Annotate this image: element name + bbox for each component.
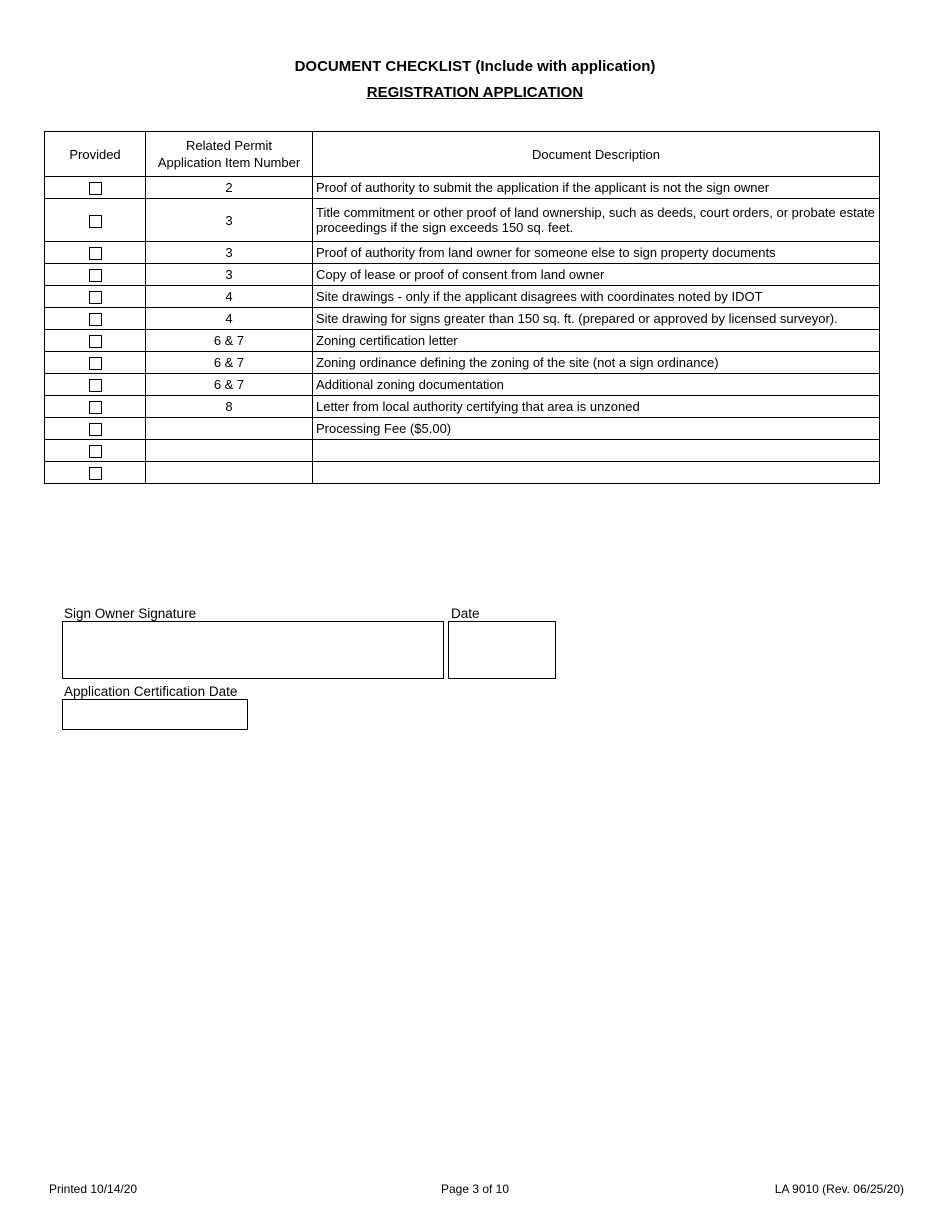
document-description: Site drawings - only if the applicant disagrees with coordinates noted by IDOT bbox=[313, 286, 880, 308]
table-row bbox=[45, 396, 880, 418]
document-description: Copy of lease or proof of consent from land owner bbox=[313, 264, 880, 286]
table-header-row bbox=[45, 132, 880, 177]
document-description: Additional zoning documentation bbox=[313, 374, 880, 396]
column-header-provided: Provided bbox=[45, 132, 146, 177]
table-row bbox=[45, 374, 880, 396]
item-number[interactable] bbox=[146, 462, 313, 484]
column-header-item-number-line2: Application Item Number bbox=[157, 155, 301, 170]
provided-checkbox[interactable] bbox=[89, 247, 102, 260]
column-header-description: Document Description bbox=[313, 132, 880, 177]
table-row bbox=[45, 199, 880, 242]
provided-checkbox[interactable] bbox=[89, 335, 102, 348]
form-id: LA 9010 (Rev. 06/25/20) bbox=[774, 1182, 904, 1196]
item-number bbox=[146, 418, 313, 440]
provided-checkbox[interactable] bbox=[89, 291, 102, 304]
item-number: 3 bbox=[146, 242, 313, 264]
document-checklist-table bbox=[44, 131, 880, 484]
table-row bbox=[45, 440, 880, 462]
table-row bbox=[45, 308, 880, 330]
document-description: Processing Fee ($5.00) bbox=[313, 418, 880, 440]
item-number: 2 bbox=[146, 177, 313, 199]
table-row bbox=[45, 352, 880, 374]
column-header-item-number bbox=[146, 132, 313, 177]
document-description: Zoning certification letter bbox=[313, 330, 880, 352]
table-row bbox=[45, 462, 880, 484]
provided-checkbox[interactable] bbox=[89, 313, 102, 326]
provided-checkbox[interactable] bbox=[89, 269, 102, 282]
sign-owner-signature-label: Sign Owner Signature bbox=[64, 606, 197, 621]
provided-checkbox[interactable] bbox=[89, 357, 102, 370]
printed-date: Printed 10/14/20 bbox=[49, 1182, 138, 1196]
date-field[interactable] bbox=[448, 621, 556, 679]
application-certification-date-label: Application Certification Date bbox=[64, 684, 238, 699]
column-header-item-number-line1: Related Permit bbox=[186, 138, 272, 153]
date-label: Date bbox=[451, 606, 480, 621]
item-number: 4 bbox=[146, 286, 313, 308]
provided-checkbox[interactable] bbox=[89, 423, 102, 436]
document-description: Title commitment or other proof of land ownership, such as deeds, court orders, or probate estate proceedings if the sign exceeds 150 sq. feet. bbox=[313, 199, 880, 242]
table-row bbox=[45, 264, 880, 286]
provided-checkbox[interactable] bbox=[89, 379, 102, 392]
item-number: 6 & 7 bbox=[146, 352, 313, 374]
table-row bbox=[45, 418, 880, 440]
item-number: 6 & 7 bbox=[146, 330, 313, 352]
document-description[interactable] bbox=[313, 440, 880, 462]
sign-owner-signature-field[interactable] bbox=[62, 621, 444, 679]
item-number: 3 bbox=[146, 199, 313, 242]
table-row bbox=[45, 177, 880, 199]
item-number[interactable] bbox=[146, 440, 313, 462]
page-number: Page 3 of 10 bbox=[440, 1182, 510, 1196]
item-number: 3 bbox=[146, 264, 313, 286]
document-description: Proof of authority to submit the application if the applicant is not the sign owner bbox=[313, 177, 880, 199]
table-row bbox=[45, 242, 880, 264]
table-row bbox=[45, 330, 880, 352]
page-title: DOCUMENT CHECKLIST (Include with application) bbox=[294, 58, 656, 75]
item-number: 6 & 7 bbox=[146, 374, 313, 396]
provided-checkbox[interactable] bbox=[89, 215, 102, 228]
document-description: Site drawing for signs greater than 150 sq. ft. (prepared or approved by licensed surveyor). bbox=[313, 308, 880, 330]
item-number: 8 bbox=[146, 396, 313, 418]
document-description: Letter from local authority certifying that area is unzoned bbox=[313, 396, 880, 418]
page-subtitle: REGISTRATION APPLICATION bbox=[366, 84, 584, 101]
provided-checkbox[interactable] bbox=[89, 467, 102, 480]
provided-checkbox[interactable] bbox=[89, 401, 102, 414]
document-description: Proof of authority from land owner for someone else to sign property documents bbox=[313, 242, 880, 264]
document-description[interactable] bbox=[313, 462, 880, 484]
provided-checkbox[interactable] bbox=[89, 445, 102, 458]
table-row bbox=[45, 286, 880, 308]
provided-checkbox[interactable] bbox=[89, 182, 102, 195]
item-number: 4 bbox=[146, 308, 313, 330]
application-certification-date-field[interactable] bbox=[62, 699, 248, 730]
document-description: Zoning ordinance defining the zoning of the site (not a sign ordinance) bbox=[313, 352, 880, 374]
